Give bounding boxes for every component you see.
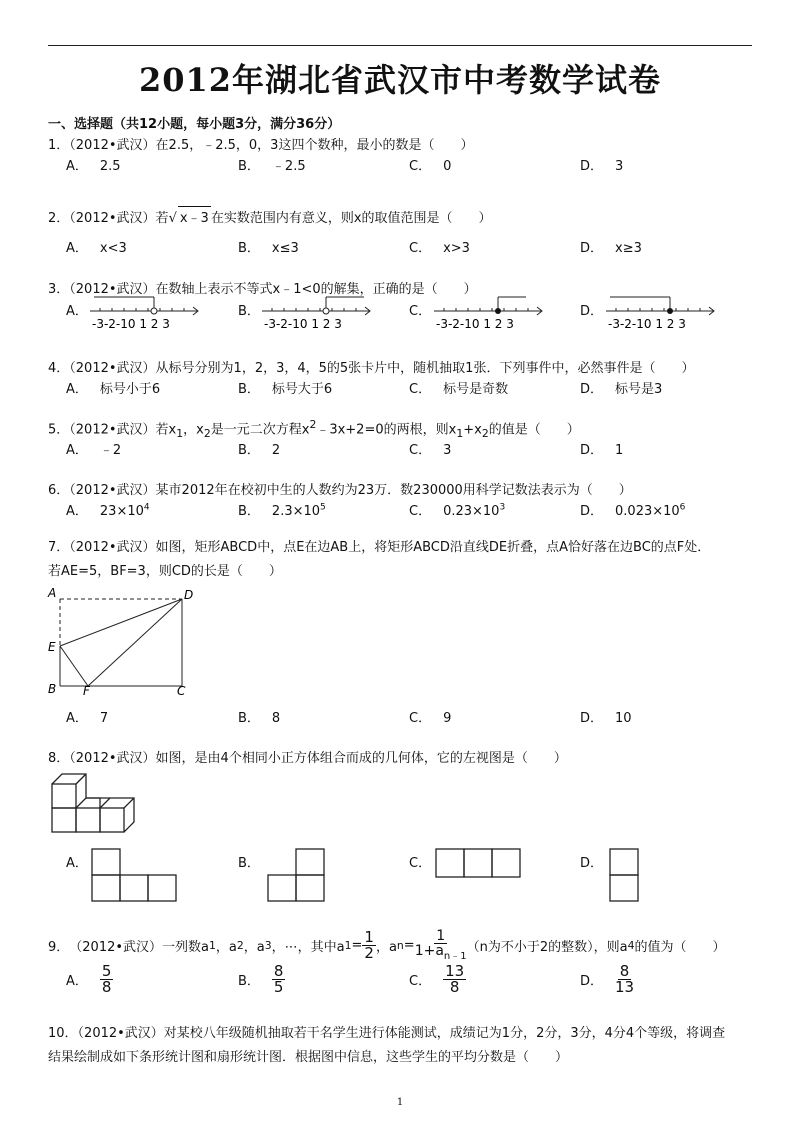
question-text: 结果绘制成如下条形统计图和扇形统计图．根据图中信息，这些学生的平均分数是（ ） <box>48 1050 569 1065</box>
option-c[interactable]: C． 0 <box>409 159 452 174</box>
fraction: $\frac{1}{1+a_{n﹣1}}$ <box>414 928 467 962</box>
question-3: 3．（2012•武汉）在数轴上表示不等式x﹣1<0的解集，正确的是（ ） <box>48 282 477 297</box>
option-b[interactable]: B． $\frac{8}{5}$ <box>238 962 284 996</box>
question-source: （2012•武汉） <box>69 138 156 153</box>
point-label: F <box>83 684 90 697</box>
question-7 <box>48 536 760 584</box>
page-title: 2012年湖北省武汉市中考数学试卷 <box>138 61 662 99</box>
question-number: 1． <box>48 138 70 153</box>
option-d[interactable]: D． 标号是3 <box>580 382 663 397</box>
point-label: A <box>48 586 57 600</box>
question-text: 在2.5，﹣2.5，0，3这四个数种，最小的数是（ ） <box>155 138 474 153</box>
fraction: $\frac{1}{2}$ <box>364 927 374 962</box>
question-text: 若AE=5，BF=3，则CD的长是（ ） <box>48 564 282 579</box>
option-c[interactable]: C． x>3 <box>409 241 470 256</box>
option-c[interactable]: C． 3 <box>409 443 452 458</box>
option-a[interactable]: A． <box>66 856 88 871</box>
axis-label: -3-2-10 1 2 3 <box>264 317 342 331</box>
option-a[interactable]: A． $23\times 10^4$ <box>66 502 150 519</box>
option-d[interactable]: D． 1 <box>580 443 624 458</box>
option-a[interactable]: A． $\frac{5}{8}$ <box>66 962 112 996</box>
question-text: 7．（2012•武汉）如图，矩形ABCD中，点E在边AB上，将矩形ABCD沿直线DE折叠，点A恰好落在边BC的点F处． <box>48 540 711 555</box>
question-6: 6．（2012•武汉）某市2012年在校初中生的人数约为23万．数230000用科学记数法表示为（ ） <box>48 483 632 498</box>
option-a[interactable]: A． 标号小于6 <box>66 382 161 397</box>
option-c[interactable]: C． 9 <box>409 711 452 726</box>
option-d[interactable]: D． <box>580 304 604 319</box>
option-a[interactable]: A． <box>66 304 88 319</box>
number-line-d <box>602 294 717 336</box>
axis-label: -3-2-10 1 2 3 <box>436 317 514 331</box>
page-number: 1 <box>396 1097 404 1108</box>
question-5: 5．（2012•武汉）若$x_1$，$x_2$是一元二次方程$x^2﹣3x+2=0$的两根，则$x_1+x_2$的值是（ ） <box>48 418 580 440</box>
option-b[interactable]: B． ﹣2.5 <box>238 159 306 174</box>
option-c[interactable]: C． <box>409 304 432 319</box>
point-label: C <box>177 684 186 697</box>
view-d <box>608 847 642 903</box>
option-c[interactable]: C． <box>409 856 432 871</box>
option-b[interactable]: B． x≤3 <box>238 241 299 256</box>
option-a[interactable]: A． 2.5 <box>66 159 121 174</box>
option-a[interactable]: A． ﹣2 <box>66 443 122 458</box>
option-d[interactable]: D． <box>580 856 604 871</box>
view-b <box>266 847 330 903</box>
option-d[interactable]: D． $\frac{8}{13}$ <box>580 962 635 996</box>
axis-label: -3-2-10 1 2 3 <box>608 317 686 331</box>
option-d[interactable]: D． 10 <box>580 711 632 726</box>
view-a <box>90 847 180 903</box>
option-b[interactable]: B． <box>238 304 260 319</box>
option-b[interactable]: B． 2 <box>238 443 281 458</box>
question-8: 8．（2012•武汉）如图，是由4个相同小正方体组合而成的几何体，它的左视图是（ ） <box>48 751 567 766</box>
question-1 <box>48 134 473 153</box>
option-b[interactable]: B． 标号大于6 <box>238 382 333 397</box>
option-d[interactable]: D． $0.023\times 10^6$ <box>580 502 686 519</box>
number-line-a <box>86 294 201 336</box>
header-rule <box>48 45 752 46</box>
option-b[interactable]: B． <box>238 856 260 871</box>
option-b[interactable]: B． $2.3\times 10^5$ <box>238 502 326 519</box>
option-c[interactable]: C． 标号是奇数 <box>409 382 509 397</box>
option-d[interactable]: D． x≥3 <box>580 241 642 256</box>
question-2: 2．（2012•武汉）若√ x﹣3 在实数范围内有意义，则x的取值范围是（ ） <box>48 206 492 226</box>
question-text: 10．（2012•武汉）对某校八年级随机抽取若干名学生进行体能测试，成绩记为1分，2分，3分，4分4个等级，将调查 <box>48 1026 726 1041</box>
cube-solid-figure <box>48 770 143 838</box>
rectangle-figure <box>44 585 204 697</box>
point-label: E <box>48 640 56 654</box>
section-heading: 一、选择题（共12小题，每小题3分，满分36分） <box>48 117 341 132</box>
number-line-b <box>258 294 373 336</box>
number-line-c <box>430 294 545 336</box>
question-4: 4．（2012•武汉）从标号分别为1，2，3，4，5的5张卡片中，随机抽取1张．下列事件中，必然事件是（ ） <box>48 361 695 376</box>
option-b[interactable]: B． 8 <box>238 711 281 726</box>
point-label: D <box>184 588 194 602</box>
option-a[interactable]: A． 7 <box>66 711 109 726</box>
radicand: x﹣3 <box>178 206 211 226</box>
point-label: B <box>48 682 57 696</box>
question-9: 9． （2012•武汉） 一列数a 1 ，a 2 ，a 3 ，⋯，其中a 1 = $\frac{1}{2}$ ，a n = $\frac{1}{1+a_{n﹣1}}$ （n为不小于2的整数），则a 4 的值为（ ） <box>48 927 726 962</box>
question-10 <box>48 1022 760 1070</box>
option-d[interactable]: D． 3 <box>580 159 624 174</box>
option-c[interactable]: C． $0.23\times 10^3$ <box>409 502 506 519</box>
view-c <box>434 847 524 879</box>
option-a[interactable]: A． x<3 <box>66 241 127 256</box>
sqrt-sign: √ <box>168 211 177 226</box>
axis-label: -3-2-10 1 2 3 <box>92 317 170 331</box>
option-c[interactable]: C． $\frac{13}{8}$ <box>409 962 465 996</box>
